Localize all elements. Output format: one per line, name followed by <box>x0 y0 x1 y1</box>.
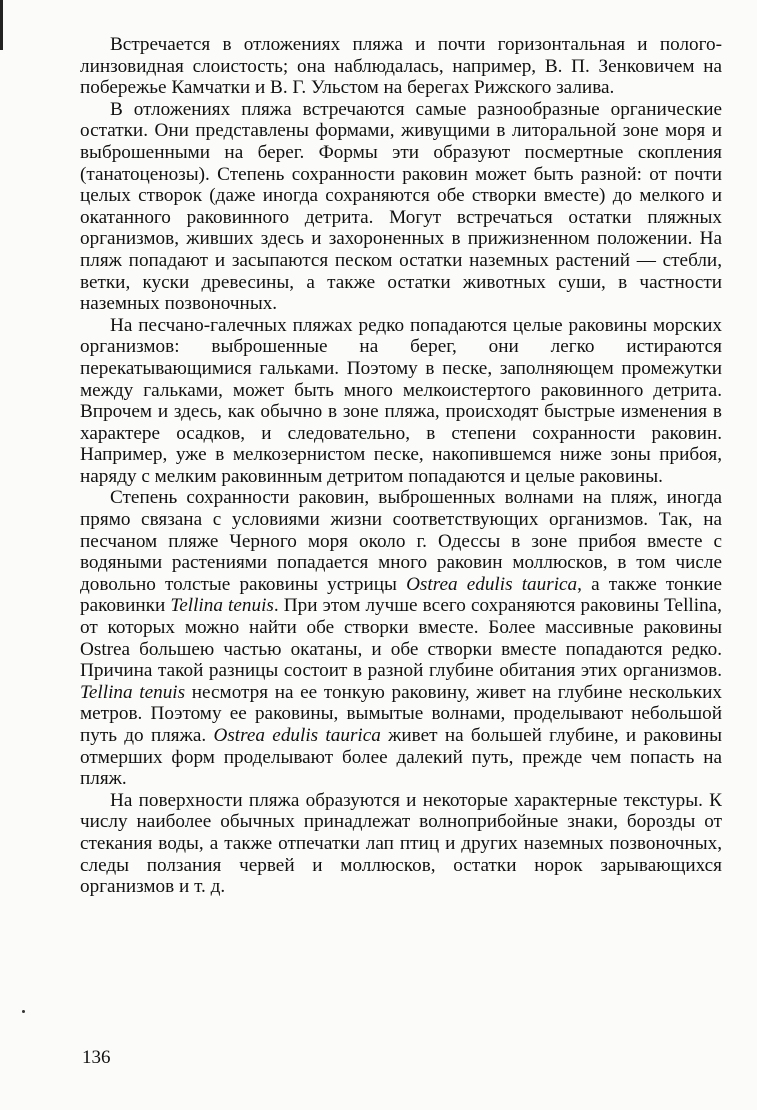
paragraph-4-text-2: , а также тонкие раковинки <box>80 573 722 617</box>
species-name: Ostrea edulis taurica <box>406 573 578 595</box>
species-name: Ostrea edulis taurica <box>213 725 381 746</box>
species-name: Tellina tenuis <box>170 595 274 617</box>
paragraph-1: Встречается в отложениях пляжа и почти горизонтальная и полого-линзовидная слоистость; она наблюдалась, например, В. П. Зенковичем на побережье Камчатки и В. Г. Ульстом на берегах Рижского залива. <box>80 34 722 99</box>
page-body <box>80 34 722 898</box>
paragraph-5: На поверхности пляжа образуются и некоторые характерные текстуры. К числу наиболее обычных принадлежат волноприбойные знаки, борозды от стекания воды, а также отпечатки лап птиц и других наземных позвоночных, следы ползания червей и моллюсков, остатки норок зарывающихся организмов и т. д. <box>80 789 722 898</box>
paragraph-3: На песчано-галечных пляжах редко попадаются целые раковины морских организмов: выброшенные на берег, они легко истираются перекатывающимися гальками. Поэтому в песке, заполняющем промежутки между гальками, может быть много мелкоистертого раковинного детрита. Впрочем и здесь, как обычно в зоне пляжа, происходят быстрые изменения в характере осадков, и следовательно, в степени сохранности раковин. Например, уже в мелкозернистом песке, накопившемся ниже зоны прибоя, наряду с мелким раковинным детритом попадаются и целые раковины. <box>80 314 722 487</box>
scan-speck <box>22 1010 25 1013</box>
paragraph-2: В отложениях пляжа встречаются самые разнообразные органические остатки. Они представлены формами, живущими в литоральной зоне моря и выброшенными на берег. Формы эти образуют посмертные скопления (танатоценозы). Степень сохранности раковин может быть разной: от почти целых створок (даже иногда сохраняются обе створки вместе) до мелкого и окатанного раковинного детрита. Могут встречаться остатки пляжных организмов, живших здесь и захороненных в прижизненном положении. На пляж попадают и засыпаются песком остатки наземных растений — стебли, ветки, куски древесины, а также остатки животных суши, в частности наземных позвоночных. <box>80 98 722 315</box>
paragraph-4-text-3: . При этом лучше всего сохраняются раковины Tellina, от которых можно найти обе створки вместе. Более массивные раковины Ostrea большею частью окатаны, и обе створки вместе попадаются редко. Причина такой разницы состоит в разной глубине обитания этих организмов. <box>80 595 722 682</box>
species-name: Tellina tenuis <box>80 681 186 703</box>
paragraph-4-text-5: живет на большей глубине, и раковины отмерших форм проделывают более далекий путь, прежде чем попасть на пляж. <box>80 725 723 790</box>
paragraph-4 <box>80 487 722 789</box>
page-number: 136 <box>82 1047 111 1068</box>
paragraph-4-text-1: Степень сохранности раковин, выброшенных волнами на пляж, иногда прямо связана с условиями жизни соответствующих организмов. Так, на песчаном пляже Черного моря около г. Одессы в зоне прибоя вместе с водяными растениями попадается много раковин моллюсков, в том числе довольно толстые раковины устрицы <box>80 487 722 595</box>
paragraph-4-text-4: несмотря на ее тонкую раковину, живет на глубине нескольких метров. Поэтому ее раковины, вымытые волнами, проделывают небольшой путь до пляжа. <box>80 681 722 746</box>
scan-edge-mark <box>0 0 3 50</box>
